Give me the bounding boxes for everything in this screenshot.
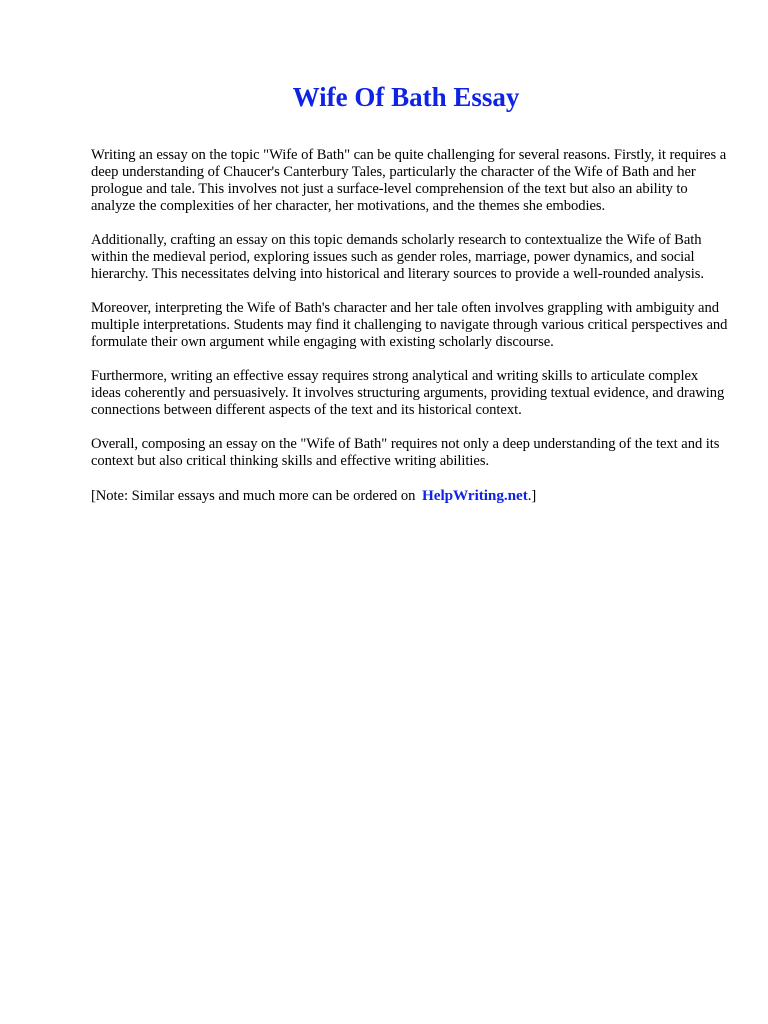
paragraph-4: Furthermore, writing an effective essay requires strong analytical and writing skills to articulate complex ideas coherently and persuasively. It involves structuring arguments, providing textual evidence, and drawing connections between different aspects of the text and its historical context.: [91, 368, 725, 418]
note-suffix: .]: [527, 488, 537, 504]
essay-body: [91, 147, 731, 522]
note-prefix: [Note: Similar essays and much more can be ordered on: [91, 488, 416, 504]
paragraph-1: Writing an essay on the topic "Wife of Bath" can be quite challenging for several reasons. Firstly, it requires a deep understanding of Chaucer's Canterbury Tales, particularly the character of the Wife of Bath and her prologue and tale. This involves not just a surface-level comprehension of the text but also an ability to analyze the complexities of her character, her motivations, and the themes she embodies.: [91, 147, 727, 214]
paragraph-2: Additionally, crafting an essay on this topic demands scholarly research to contextualize the Wife of Bath within the medieval period, exploring issues such as gender roles, marriage, power dynamics, and social hierarchy. This necessitates delving into historical and literary sources to provide a well-rounded analysis.: [91, 232, 704, 282]
paragraph-5: Overall, composing an essay on the "Wife of Bath" requires not only a deep understanding of the text and its context but also critical thinking skills and effective writing abilities.: [91, 436, 720, 469]
paragraph-3: Moreover, interpreting the Wife of Bath's character and her tale often involves grappling with ambiguity and multiple interpretations. Students may find it challenging to navigate through various critical perspectives and formulate their own argument while engaging with existing scholarly discourse.: [91, 300, 728, 350]
helpwriting-link[interactable]: HelpWriting.net: [422, 487, 528, 504]
page-title: Wife Of Bath Essay: [292, 82, 520, 112]
note-paragraph: [91, 487, 731, 505]
